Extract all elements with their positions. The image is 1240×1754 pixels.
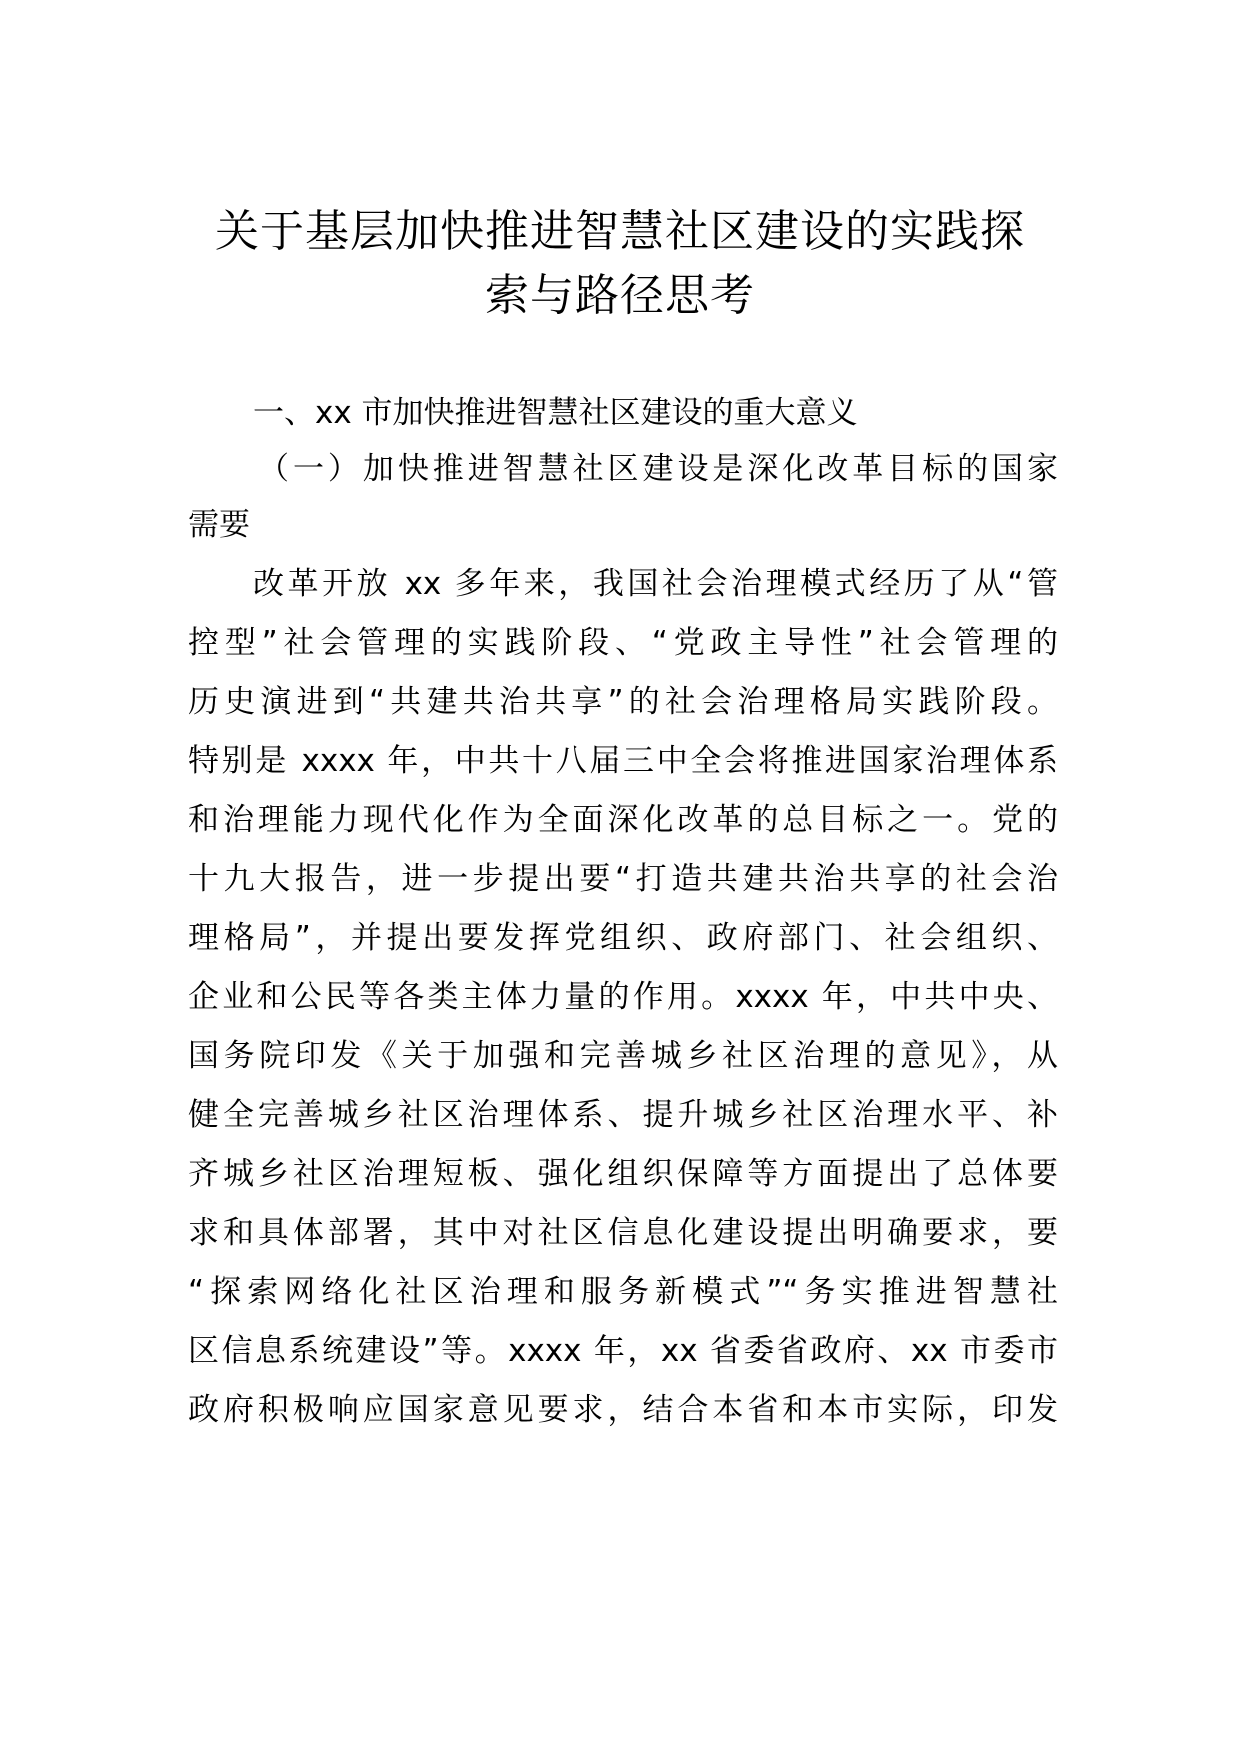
paragraph-line: 和治理能力现代化作为全面深化改革的总目标之一。党的 <box>188 802 1058 838</box>
paragraph-line: 健全完善城乡社区治理体系、提升城乡社区治理水平、补 <box>188 1097 1058 1133</box>
paragraph-line: 改革开放 xx 多年来，我国社会治理模式经历了从“管 <box>253 566 1058 602</box>
paragraph-line: 特别是 xxxx 年，中共十八届三中全会将推进国家治理体系 <box>188 743 1058 779</box>
subsection-heading-line-2: 需要 <box>188 507 250 543</box>
document-title <box>190 200 1050 328</box>
paragraph-line: 齐城乡社区治理短板、强化组织保障等方面提出了总体要 <box>188 1156 1058 1192</box>
paragraph-line: 区信息系统建设”等。xxxx 年，xx 省委省政府、xx 市委市 <box>188 1333 1058 1369</box>
paragraph-line: 企业和公民等各类主体力量的作用。xxxx 年，中共中央、 <box>188 979 1058 1015</box>
subsection-heading-line-1: （一）加快推进智慧社区建设是深化改革目标的国家 <box>258 451 1058 487</box>
paragraph-line: 政府积极响应国家意见要求，结合本省和本市实际，印发 <box>188 1392 1058 1428</box>
paragraph-line: 理格局”，并提出要发挥党组织、政府部门、社会组织、 <box>188 920 1058 956</box>
title-line-2: 索与路径思考 <box>485 270 755 321</box>
paragraph-line: 十九大报告，进一步提出要“打造共建共治共享的社会治 <box>188 861 1058 897</box>
paragraph-line: “探索网络化社区治理和服务新模式”“务实推进智慧社 <box>188 1274 1058 1310</box>
paragraph-line: 控型”社会管理的实践阶段、“党政主导性”社会管理的 <box>188 625 1058 661</box>
title-line-1: 关于基层加快推进智慧社区建设的实践探 <box>215 206 1025 257</box>
section-heading: 一、xx 市加快推进智慧社区建设的重大意义 <box>253 395 858 431</box>
paragraph-line: 历史演进到“共建共治共享”的社会治理格局实践阶段。 <box>188 684 1058 720</box>
paragraph-line: 国务院印发《关于加强和完善城乡社区治理的意见》，从 <box>188 1038 1058 1074</box>
paragraph-line: 求和具体部署，其中对社区信息化建设提出明确要求，要 <box>188 1215 1058 1251</box>
